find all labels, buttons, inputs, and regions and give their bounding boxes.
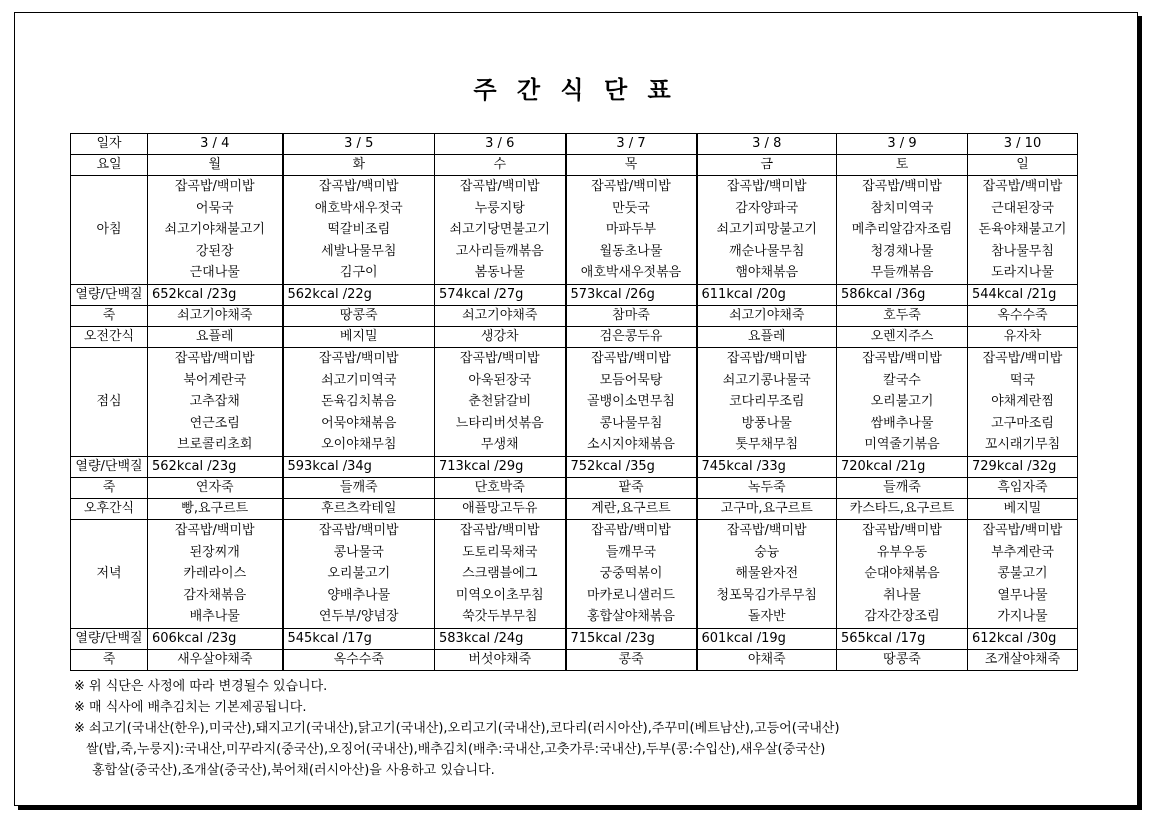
menu-item: 톳무채무침 [735, 437, 799, 453]
lunch-menu-cell [697, 347, 837, 456]
dinner-porridge-cell: 조개살야채죽 [968, 649, 1078, 670]
breakfast-kcal-cell: 562kcal /22g [283, 284, 435, 305]
menu-item: 카레라이스 [183, 566, 247, 582]
breakfast-menu-cell [697, 176, 837, 285]
menu-item: 김구이 [339, 265, 378, 281]
lunch-porridge-cell: 흑임자죽 [968, 477, 1078, 498]
menu-item: 근대된장국 [991, 200, 1054, 216]
menu-item: 도라지나물 [991, 265, 1054, 281]
page-title: 주 간 식 단 표 [473, 76, 677, 104]
afternoon-snack-cell: 베지밀 [968, 498, 1078, 519]
menu-item: 어묵야채볶음 [321, 415, 397, 431]
menu-item: 잡곡밥/백미밥 [174, 179, 255, 194]
lunch-porridge-cell: 단호박죽 [435, 477, 566, 498]
menu-item: 느타리버섯볶음 [455, 415, 544, 431]
menu-item: 해물완자전 [735, 566, 799, 582]
breakfast-kcal-cell: 652kcal /23g [148, 284, 283, 305]
lunch-kcal-cell-row [71, 456, 1078, 477]
breakfast-porridge-label: 죽 [71, 305, 148, 326]
lunch-menu-cell [283, 347, 435, 456]
note-3: ※ 쇠고기(국내산(한우),미국산),돼지고기(국내산),닭고기(국내산),오리고기(국내산),코다리(러시아산),주꾸미(베트남산),고등어(국내산) [74, 721, 840, 736]
menu-item: 참치미역국 [870, 200, 934, 216]
date-cell: 3 / 8 [697, 134, 837, 155]
lunch-items-row [71, 347, 1078, 456]
lunch-porridge-cell: 녹두죽 [697, 477, 837, 498]
dinner-porridge-cell: 콩죽 [566, 649, 697, 670]
morning-snack-cell: 검은콩두유 [566, 326, 697, 347]
morning-snack-cell-row [71, 326, 1078, 347]
menu-item: 춘천닭갈비 [468, 394, 532, 410]
breakfast-porridge-cell-row [71, 305, 1078, 326]
dinner-menu-cell [435, 519, 566, 628]
day-cell-row [71, 155, 1078, 176]
dinner-menu-cell [837, 519, 968, 628]
lunch-kcal-cell: 593kcal /34g [283, 456, 435, 477]
menu-item: 미역오이초무침 [455, 587, 544, 603]
dinner-porridge-cell-row [71, 649, 1078, 670]
menu-item: 세발나물무침 [321, 243, 397, 259]
dinner-porridge-cell: 땅콩죽 [837, 649, 968, 670]
menu-item: 오리불고기 [870, 394, 934, 410]
menu-item: 연두부/양념장 [318, 609, 399, 625]
menu-item: 브로콜리초회 [177, 437, 253, 453]
lunch-kcal-cell: 720kcal /21g [837, 456, 968, 477]
menu-item: 감자양파국 [735, 200, 799, 216]
lunch-menu-cell [968, 347, 1078, 456]
menu-item: 봄동나물 [474, 265, 525, 281]
dinner-kcal-cell: 612kcal /30g [968, 628, 1078, 649]
afternoon-snack-cell: 계란,요구르트 [566, 498, 697, 519]
afternoon-snack-cell: 빵,요구르트 [148, 498, 283, 519]
menu-item: 돈육김치볶음 [321, 394, 397, 410]
menu-item: 근대나물 [189, 265, 240, 281]
menu-item: 무들깨볶음 [870, 265, 934, 281]
breakfast-menu-cell [283, 176, 435, 285]
menu-item: 쌈배추나물 [870, 415, 934, 431]
lunch-menu-cell [435, 347, 566, 456]
afternoon-snack-cell: 후르츠칵테일 [283, 498, 435, 519]
menu-item: 청경채나물 [870, 243, 934, 259]
date-header-label: 일자 [71, 134, 148, 155]
breakfast-porridge-cell: 호두죽 [837, 305, 968, 326]
menu-item: 콩나물국 [333, 544, 384, 560]
note-2: ※ 매 식사에 배추김치는 기본제공됩니다. [74, 700, 307, 715]
menu-item: 궁중떡볶이 [599, 566, 663, 582]
dinner-kcal-label: 열량/단백질 [71, 628, 148, 649]
menu-item: 고구마조림 [991, 415, 1054, 431]
menu-item: 잡곡밥/백미밥 [459, 350, 540, 366]
menu-item: 마카로니샐러드 [587, 587, 675, 603]
dinner-porridge-cell: 옥수수죽 [283, 649, 435, 670]
menu-item: 쑥갓두부무침 [462, 609, 538, 625]
date-cell-row [71, 134, 1078, 155]
dinner-menu-cell [697, 519, 837, 628]
breakfast-kcal-label: 열량/단백질 [71, 284, 148, 305]
menu-item: 애호박새우젓볶음 [580, 265, 682, 281]
day-cell: 월 [148, 155, 283, 176]
dinner-menu-cell [566, 519, 697, 628]
menu-item: 콩불고기 [997, 566, 1048, 582]
menu-item: 소시지야채볶음 [587, 437, 675, 453]
lunch-kcal-cell: 745kcal /33g [697, 456, 837, 477]
lunch-kcal-cell: 562kcal /23g [148, 456, 283, 477]
afternoon-snack-cell: 애플망고두유 [435, 498, 566, 519]
lunch-label: 점심 [71, 347, 148, 456]
menu-item: 잡곡밥/백미밥 [459, 522, 540, 538]
day-cell: 토 [837, 155, 968, 176]
menu-item: 잡곡밥/백미밥 [591, 179, 671, 194]
menu-item: 메추리알감자조림 [851, 222, 953, 238]
menu-item: 잡곡밥/백미밥 [726, 522, 807, 538]
menu-item: 애호박새우젓국 [314, 200, 403, 216]
note-5: 홍합살(중국산),조개살(중국산),북어채(러시아산)을 사용하고 있습니다. [92, 763, 495, 778]
morning-snack-cell: 베지밀 [283, 326, 435, 347]
menu-item: 잡곡밥/백미밥 [982, 522, 1063, 538]
breakfast-kcal-cell: 611kcal /20g [697, 284, 837, 305]
lunch-porridge-cell: 팥죽 [566, 477, 697, 498]
weekly-menu-table [70, 133, 1078, 671]
menu-item: 골뱅이소면무침 [587, 394, 675, 410]
breakfast-porridge-cell: 옥수수죽 [968, 305, 1078, 326]
menu-item: 어묵국 [195, 200, 234, 216]
menu-item: 코다리무조림 [729, 394, 805, 410]
menu-item: 청포묵김가루무침 [716, 587, 817, 603]
menu-item: 잡곡밥/백미밥 [591, 350, 671, 366]
breakfast-kcal-cell-row [71, 284, 1078, 305]
day-cell: 화 [283, 155, 435, 176]
menu-item: 쇠고기야채불고기 [164, 222, 265, 238]
menu-item: 잡곡밥/백미밥 [982, 179, 1063, 194]
morning-snack-cell: 오렌지주스 [837, 326, 968, 347]
dinner-menu-cell [283, 519, 435, 628]
breakfast-kcal-cell: 544kcal /21g [968, 284, 1078, 305]
lunch-porridge-cell: 들깨죽 [283, 477, 435, 498]
breakfast-kcal-cell: 573kcal /26g [566, 284, 697, 305]
breakfast-menu-cell [968, 176, 1078, 285]
lunch-porridge-label: 죽 [71, 477, 148, 498]
menu-item: 쇠고기미역국 [321, 372, 397, 388]
breakfast-menu-cell [435, 176, 566, 285]
menu-item: 강된장 [195, 243, 234, 259]
lunch-menu-cell [837, 347, 968, 456]
menu-item: 부추계란국 [991, 544, 1054, 560]
dinner-porridge-cell: 야채죽 [697, 649, 837, 670]
date-cell: 3 / 10 [968, 134, 1078, 155]
breakfast-label: 아침 [71, 176, 148, 285]
menu-item: 모듬어묵탕 [599, 372, 663, 388]
menu-item: 쇠고기콩나물국 [722, 372, 811, 388]
menu-item: 양배추나물 [327, 587, 391, 603]
morning-snack-cell: 생강차 [435, 326, 566, 347]
menu-item: 가지나물 [997, 609, 1048, 625]
menu-item: 떡국 [1009, 372, 1036, 388]
menu-item: 배추나물 [189, 609, 240, 625]
menu-item: 감자간장조림 [864, 609, 940, 625]
menu-item: 스크램블에그 [462, 566, 538, 582]
menu-item: 유부우동 [876, 544, 928, 560]
menu-item: 열무나물 [997, 587, 1048, 603]
menu-item: 북어계란국 [183, 372, 247, 388]
menu-item: 깨순나물무침 [729, 243, 805, 259]
menu-item: 꼬시래기무침 [984, 437, 1061, 453]
dinner-porridge-cell: 새우살야채죽 [148, 649, 283, 670]
dinner-menu-cell [148, 519, 283, 628]
morning-snack-cell: 요플레 [697, 326, 837, 347]
day-cell: 일 [968, 155, 1078, 176]
menu-item: 방풍나물 [741, 415, 792, 431]
menu-item: 누룽지탕 [474, 200, 525, 216]
lunch-porridge-cell-row [71, 477, 1078, 498]
dinner-porridge-cell: 버섯야채죽 [435, 649, 566, 670]
breakfast-menu-cell [837, 176, 968, 285]
breakfast-kcal-cell: 574kcal /27g [435, 284, 566, 305]
breakfast-menu-cell [148, 176, 283, 285]
lunch-porridge-cell: 들깨죽 [837, 477, 968, 498]
menu-item: 잡곡밥/백미밥 [318, 350, 399, 366]
menu-item: 오이야채무침 [321, 437, 397, 453]
dinner-kcal-cell: 715kcal /23g [566, 628, 697, 649]
dinner-kcal-cell-row [71, 628, 1078, 649]
dinner-label: 저녁 [71, 519, 148, 628]
afternoon-snack-cell: 고구마,요구르트 [697, 498, 837, 519]
menu-item: 잡곡밥/백미밥 [459, 179, 540, 194]
date-cell: 3 / 9 [837, 134, 968, 155]
menu-item: 쇠고기피망불고기 [716, 222, 817, 238]
lunch-kcal-cell: 729kcal /32g [968, 456, 1078, 477]
menu-item: 잡곡밥/백미밥 [862, 350, 942, 366]
menu-item: 잡곡밥/백미밥 [862, 522, 942, 538]
morning-snack-label: 오전간식 [71, 326, 148, 347]
date-cell: 3 / 7 [566, 134, 697, 155]
lunch-menu-cell [566, 347, 697, 456]
morning-snack-cell: 유자차 [968, 326, 1078, 347]
lunch-porridge-cell: 연자죽 [148, 477, 283, 498]
menu-item: 잡곡밥/백미밥 [174, 350, 255, 366]
menu-item: 고추잡채 [189, 394, 240, 410]
menu-item: 잡곡밥/백미밥 [862, 179, 942, 194]
dinner-kcal-cell: 545kcal /17g [283, 628, 435, 649]
menu-item: 도토리묵채국 [462, 544, 538, 560]
menu-item: 잡곡밥/백미밥 [982, 350, 1063, 366]
afternoon-snack-label: 오후간식 [71, 498, 148, 519]
breakfast-porridge-cell: 땅콩죽 [283, 305, 435, 326]
date-cell: 3 / 5 [283, 134, 435, 155]
menu-item: 잡곡밥/백미밥 [318, 522, 399, 538]
morning-snack-cell: 요플레 [148, 326, 283, 347]
lunch-kcal-cell: 713kcal /29g [435, 456, 566, 477]
menu-item: 잡곡밥/백미밥 [174, 522, 255, 538]
afternoon-snack-cell: 카스타드,요구르트 [837, 498, 968, 519]
lunch-kcal-label: 열량/단백질 [71, 456, 148, 477]
menu-item: 돈육야채불고기 [978, 222, 1067, 238]
dinner-kcal-cell: 606kcal /23g [148, 628, 283, 649]
menu-item: 아욱된장국 [468, 372, 532, 388]
afternoon-snack-cell-row [71, 498, 1078, 519]
menu-item: 숭늉 [754, 544, 780, 560]
menu-item: 칼국수 [883, 372, 921, 388]
note-4: 쌀(밥,죽,누룽지):국내산,미꾸라지(중국산),오징어(국내산),배추김치(배추:국내산,고춧가루:국내산),두부(콩:수입산),새우살(중국산) [86, 742, 826, 757]
dinner-kcal-cell: 583kcal /24g [435, 628, 566, 649]
menu-item: 만둣국 [612, 200, 650, 216]
menu-item: 홍합살야채볶음 [587, 609, 675, 625]
breakfast-kcal-cell: 586kcal /36g [837, 284, 968, 305]
breakfast-porridge-cell: 참마죽 [566, 305, 697, 326]
menu-item: 월동초나물 [599, 243, 663, 259]
menu-item: 들깨무국 [605, 544, 657, 560]
date-cell: 3 / 4 [148, 134, 283, 155]
dinner-kcal-cell: 565kcal /17g [837, 628, 968, 649]
menu-item: 잡곡밥/백미밥 [318, 179, 399, 194]
menu-item: 콩나물무침 [599, 415, 663, 431]
menu-item: 고사리들깨볶음 [455, 243, 544, 259]
date-cell: 3 / 6 [435, 134, 566, 155]
lunch-kcal-cell: 752kcal /35g [566, 456, 697, 477]
menu-item: 잡곡밥/백미밥 [726, 350, 807, 366]
note-1: ※ 위 식단은 사정에 따라 변경될수 있습니다. [74, 679, 328, 694]
dinner-kcal-cell: 601kcal /19g [697, 628, 837, 649]
menu-item: 연근조림 [189, 415, 240, 431]
notes [74, 676, 840, 781]
menu-item: 돌자반 [747, 609, 786, 625]
menu-item: 잡곡밥/백미밥 [591, 522, 671, 538]
breakfast-items-row [71, 176, 1078, 285]
lunch-menu-cell [148, 347, 283, 456]
menu-item: 참나물무침 [991, 243, 1054, 259]
day-header-label: 요일 [71, 155, 148, 176]
dinner-menu-cell [968, 519, 1078, 628]
dinner-items-row [71, 519, 1078, 628]
menu-item: 취나물 [883, 587, 921, 603]
dinner-porridge-label: 죽 [71, 649, 148, 670]
menu-item: 떡갈비조림 [327, 222, 391, 238]
menu-item: 오리불고기 [327, 566, 391, 582]
menu-item: 미역줄기볶음 [864, 437, 940, 453]
breakfast-menu-cell [566, 176, 697, 285]
breakfast-porridge-cell: 쇠고기야채죽 [697, 305, 837, 326]
menu-item: 무생채 [480, 437, 519, 453]
day-cell: 수 [435, 155, 566, 176]
menu-item: 야채계란찜 [991, 394, 1054, 410]
day-cell: 목 [566, 155, 697, 176]
day-cell: 금 [697, 155, 837, 176]
menu-item: 감자채볶음 [183, 587, 247, 603]
menu-item: 잡곡밥/백미밥 [726, 179, 807, 194]
menu-item: 된장찌개 [189, 544, 240, 560]
menu-item: 햄야채볶음 [735, 265, 799, 281]
menu-item: 마파두부 [605, 222, 657, 238]
breakfast-porridge-cell: 쇠고기야채죽 [148, 305, 283, 326]
menu-item: 순대야채볶음 [864, 566, 940, 582]
menu-item: 쇠고기당면불고기 [449, 222, 550, 238]
breakfast-porridge-cell: 쇠고기야채죽 [435, 305, 566, 326]
